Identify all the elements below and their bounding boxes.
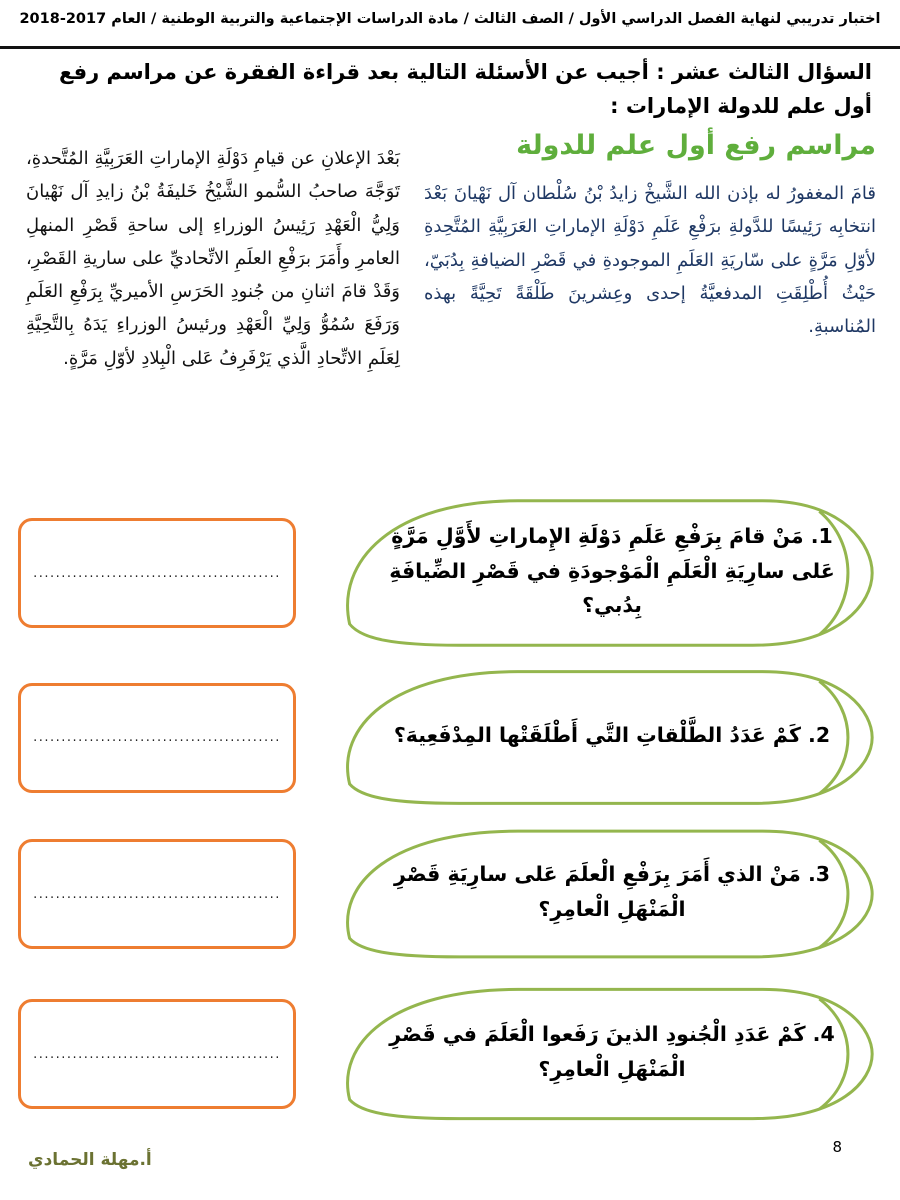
page-number: 8 [832,1138,842,1156]
question-bubble-2 [332,660,880,815]
header-divider [0,46,900,49]
question-13-heading: السؤال الثالث عشر : أجيب عن الأسئلة التالية بعد قراءة الفقرة عن مراسم رفع أول علم للدولة الإمارات : [59,60,872,118]
passage-right-column [424,128,876,344]
exam-header: اختبار تدريبي لنهاية الفصل الدراسي الأول / الصف الثالث / مادة الدراسات الإجتماعية والتربية الوطنية / العام 2017-2018 [19,11,881,27]
answer-box-4 [18,999,296,1109]
answer-line-1: ............................................ [33,565,281,581]
question-row-1 [18,488,880,658]
answer-box-1 [18,518,296,628]
footer-author: أ.مهلة الحمادي [28,1150,152,1170]
answer-line-4: ............................................ [33,1046,281,1062]
question-2-text: 2. كَمْ عَدَدُ الطَّلْقاتِ التَّي أَطْلَقَتْها المِدْفَعِيهَ؟ [393,723,831,748]
answer-line-3: ............................................ [33,886,281,902]
passage-title: مراسم رفع أول علم للدولة [516,130,876,161]
question-row-4 [18,978,880,1130]
question-row-3 [18,820,880,968]
question-bubble-1 [332,488,880,658]
passage-left-column [26,128,400,375]
question-row-2 [18,660,880,815]
answer-line-2: ............................................ [33,730,281,745]
question-bubble-4 [332,978,880,1130]
passage-columns [26,128,876,375]
passage-paragraph-left: بَعْدَ الإعلانِ عن قيامِ دَوْلَةِ الإماراتِ العَرَبِيَّةِ المُتَّحدةِ، تَوَجَّهَ صاحبُ السُّمو الشَّيْخُ خَليفَةُ بْنُ زايدِ آل نَهْيانَ وَلِيُّ الْعَهْدِ رَئِيسُ الوزراءِ إلى ساحةِ قَصْرِ المنهلِ العامرِ وأَمَرَ برَفْعِ العلَمِ الاتِّحاديِّ على ساريةِ القَصْرِ، وَقَدْ قامَ اثنانِ من جُنودِ الحَرَسِ الأميريِّ بِرَفْعِ العَلَمِ وَرَفَعَ سُمُوُّ وَلِيِّ الْعَهْدِ ورئيسُ الوزراءِ يَدَهُ بِالتَّحِيَّةِ لِعَلَمِ الاتِّحادِ الَّذي يَرْفَرِفُ عَلى الْبِلادِ لأوّلِ مَرَّةٍ. [26,148,400,369]
passage-paragraph-right: قامَ المغفورُ له بإذن الله الشَّيخْ زايدُ بْنُ سُلْطان آل نَهْيانَ بَعْدَ انتخابِه رَئِيسًا للدَّولةِ برَفْعِ عَلَمِ دَوْلَةِ الإماراتِ العَرَبِيَّةِ المُتَّحِدةِ لأوّلِ مَرَّةٍ على سّاريَةِ العَلَمِ الموجودةِ في قَصْرِ الضيافةِ بِدُبَيّ، حَيْثُ أُطْلِقَتِ المدفعيَّةُ إحدى وعِشرينَ طَلْقَةً تَحِيَّةً بهذه المُناسبةِ. [424,183,876,338]
question-1-text: 1. مَنْ قامَ بِرَفْعِ عَلَمِ دَوْلَةِ الإِماراتِ لأَوَّلِ مَرَّةٍ عَلى سارِيَةِ الْعَلَمِ الْمَوْجودَةِ في قَصْرِ الضِّيافَةِ بِدُبي؟ [389,523,835,618]
question-4-text: 4. كَمْ عَدَدِ الْجُنودِ الذينَ رَفَعوا الْعَلَمَ في قَصْرِ الْمَنْهَلِ الْعامِرِ؟ [389,1022,835,1081]
answer-box-2 [18,683,296,793]
question-bubble-3 [332,820,880,968]
answer-box-3 [18,839,296,949]
question-3-text: 3. مَنْ الذي أَمَرَ بِرَفْعِ الْعلَمَ عَلى سارِيَةِ قَصْرِ الْمَنْهَلِ الْعامِرِ؟ [393,862,830,921]
